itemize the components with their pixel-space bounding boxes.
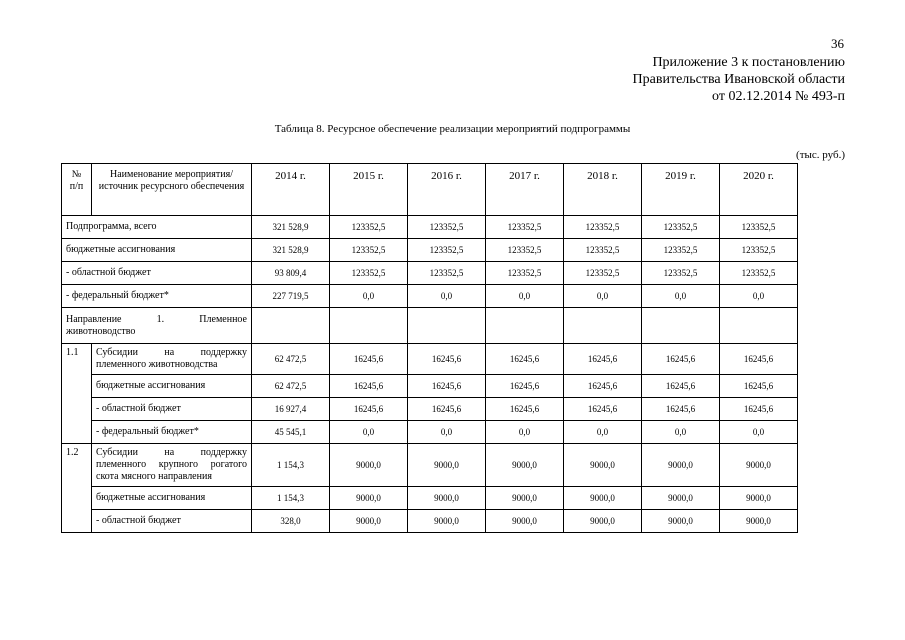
value-cell: 0,0: [720, 421, 798, 444]
value-cell: 16245,6: [330, 398, 408, 421]
table-title: Таблица 8. Ресурсное обеспечение реализации мероприятий подпрограммы: [274, 123, 631, 135]
value-cell: 16245,6: [486, 375, 564, 398]
value-cell: 62 472,5: [252, 344, 330, 375]
header-number-line-2: п/п: [69, 181, 84, 192]
value-cell: 9000,0: [642, 487, 720, 510]
appendix-line-3: от 02.12.2014 № 493-п: [712, 89, 845, 104]
value-cell: 16245,6: [642, 398, 720, 421]
value-cell: 123352,5: [408, 239, 486, 262]
value-cell: 9000,0: [330, 444, 408, 487]
value-cell: 0,0: [486, 421, 564, 444]
item-row: [62, 444, 798, 487]
value-cell: 9000,0: [720, 444, 798, 487]
value-cell: 16245,6: [720, 375, 798, 398]
value-cell: 16245,6: [486, 344, 564, 375]
value-cell: 16245,6: [642, 344, 720, 375]
value-cell: 123352,5: [642, 216, 720, 239]
value-cell: 62 472,5: [252, 375, 330, 398]
value-cell: 0,0: [408, 421, 486, 444]
value-cell: 9000,0: [720, 510, 798, 533]
appendix-line-2: Правительства Ивановской области: [632, 72, 845, 87]
item-title: Субсидии на поддержку племенного крупного рогатого скота мясного направления: [92, 444, 252, 487]
direction-label: Направление 1. Племенное животноводство: [62, 308, 252, 344]
value-cell: 123352,5: [330, 262, 408, 285]
value-cell: 123352,5: [642, 262, 720, 285]
value-cell: 321 528,9: [252, 216, 330, 239]
header-number-line-1: №: [71, 169, 82, 180]
empty-cell: [720, 308, 798, 344]
value-cell: 321 528,9: [252, 239, 330, 262]
value-cell: 0,0: [330, 285, 408, 308]
row-label: - областной бюджет: [62, 262, 252, 285]
value-cell: 9000,0: [486, 444, 564, 487]
value-cell: 9000,0: [642, 444, 720, 487]
value-cell: 0,0: [564, 421, 642, 444]
value-cell: 16245,6: [330, 344, 408, 375]
table-body: [62, 164, 798, 533]
header-row: [62, 164, 798, 216]
value-cell: 16245,6: [642, 375, 720, 398]
value-cell: 328,0: [252, 510, 330, 533]
value-cell: 0,0: [564, 285, 642, 308]
value-cell: 0,0: [720, 285, 798, 308]
value-cell: 123352,5: [330, 216, 408, 239]
item-sub-row: [62, 487, 798, 510]
value-cell: 45 545,1: [252, 421, 330, 444]
value-cell: 0,0: [408, 285, 486, 308]
header-year-cell: 2015 г.: [330, 164, 408, 216]
header-year-cell: 2018 г.: [564, 164, 642, 216]
value-cell: 16245,6: [408, 375, 486, 398]
value-cell: 227 719,5: [252, 285, 330, 308]
page-number: 36: [831, 36, 844, 51]
value-cell: 9000,0: [642, 510, 720, 533]
value-cell: 93 809,4: [252, 262, 330, 285]
header-year-cell: 2020 г.: [720, 164, 798, 216]
value-cell: 9000,0: [486, 510, 564, 533]
value-cell: 16245,6: [408, 398, 486, 421]
row-label: - областной бюджет: [92, 398, 252, 421]
header-year-cell: 2016 г.: [408, 164, 486, 216]
row-label: - федеральный бюджет*: [92, 421, 252, 444]
value-cell: 9000,0: [564, 510, 642, 533]
value-cell: 16245,6: [564, 344, 642, 375]
item-number: 1.1: [62, 344, 92, 444]
row-label: бюджетные ассигнования: [92, 487, 252, 510]
value-cell: 123352,5: [486, 216, 564, 239]
header-year-cell: 2014 г.: [252, 164, 330, 216]
row-label: - областной бюджет: [92, 510, 252, 533]
value-cell: 1 154,3: [252, 487, 330, 510]
item-row: [62, 344, 798, 375]
value-cell: 123352,5: [408, 262, 486, 285]
value-cell: 9000,0: [486, 487, 564, 510]
value-cell: 123352,5: [486, 262, 564, 285]
row-label: Подпрограмма, всего: [62, 216, 252, 239]
value-cell: 123352,5: [720, 239, 798, 262]
value-cell: 0,0: [642, 421, 720, 444]
value-cell: 123352,5: [330, 239, 408, 262]
appendix-line-1: Приложение 3 к постановлению: [652, 55, 845, 70]
header-year-cell: 2017 г.: [486, 164, 564, 216]
row-label: бюджетные ассигнования: [62, 239, 252, 262]
value-cell: 9000,0: [720, 487, 798, 510]
item-sub-row: [62, 375, 798, 398]
empty-cell: [564, 308, 642, 344]
empty-cell: [330, 308, 408, 344]
value-cell: 123352,5: [564, 262, 642, 285]
row-label: бюджетные ассигнования: [92, 375, 252, 398]
empty-cell: [486, 308, 564, 344]
value-cell: 9000,0: [564, 444, 642, 487]
value-cell: 9000,0: [408, 487, 486, 510]
value-cell: 9000,0: [408, 510, 486, 533]
value-cell: 9000,0: [330, 487, 408, 510]
value-cell: 16245,6: [486, 398, 564, 421]
value-cell: 16245,6: [330, 375, 408, 398]
value-cell: 9000,0: [408, 444, 486, 487]
empty-cell: [642, 308, 720, 344]
direction-row: [62, 308, 798, 344]
resource-table: [61, 163, 798, 533]
value-cell: 16 927,4: [252, 398, 330, 421]
item-sub-row: [62, 421, 798, 444]
value-cell: 123352,5: [720, 216, 798, 239]
appendix-reference: [633, 54, 845, 105]
empty-cell: [408, 308, 486, 344]
value-cell: 16245,6: [720, 398, 798, 421]
item-title: Субсидии на поддержку племенного животноводства: [92, 344, 252, 375]
value-cell: 9000,0: [564, 487, 642, 510]
value-cell: 16245,6: [564, 375, 642, 398]
summary-row: [62, 262, 798, 285]
empty-cell: [252, 308, 330, 344]
value-cell: 16245,6: [720, 344, 798, 375]
value-cell: 9000,0: [330, 510, 408, 533]
value-cell: 123352,5: [642, 239, 720, 262]
value-cell: 123352,5: [408, 216, 486, 239]
value-cell: 123352,5: [564, 239, 642, 262]
value-cell: 123352,5: [720, 262, 798, 285]
value-cell: 123352,5: [564, 216, 642, 239]
value-cell: 16245,6: [564, 398, 642, 421]
value-cell: 1 154,3: [252, 444, 330, 487]
header-year-cell: 2019 г.: [642, 164, 720, 216]
unit-label: (тыс. руб.): [796, 149, 845, 161]
value-cell: 123352,5: [486, 239, 564, 262]
item-sub-row: [62, 398, 798, 421]
value-cell: 0,0: [486, 285, 564, 308]
summary-row: [62, 239, 798, 262]
header-number-cell: [62, 164, 92, 216]
value-cell: 0,0: [642, 285, 720, 308]
summary-row: [62, 285, 798, 308]
header-name-cell: Наименование мероприятия/источник ресурсного обеспечения: [92, 164, 252, 216]
value-cell: 0,0: [330, 421, 408, 444]
row-label: - федеральный бюджет*: [62, 285, 252, 308]
item-sub-row: [62, 510, 798, 533]
summary-row: [62, 216, 798, 239]
item-number: 1.2: [62, 444, 92, 533]
value-cell: 16245,6: [408, 344, 486, 375]
